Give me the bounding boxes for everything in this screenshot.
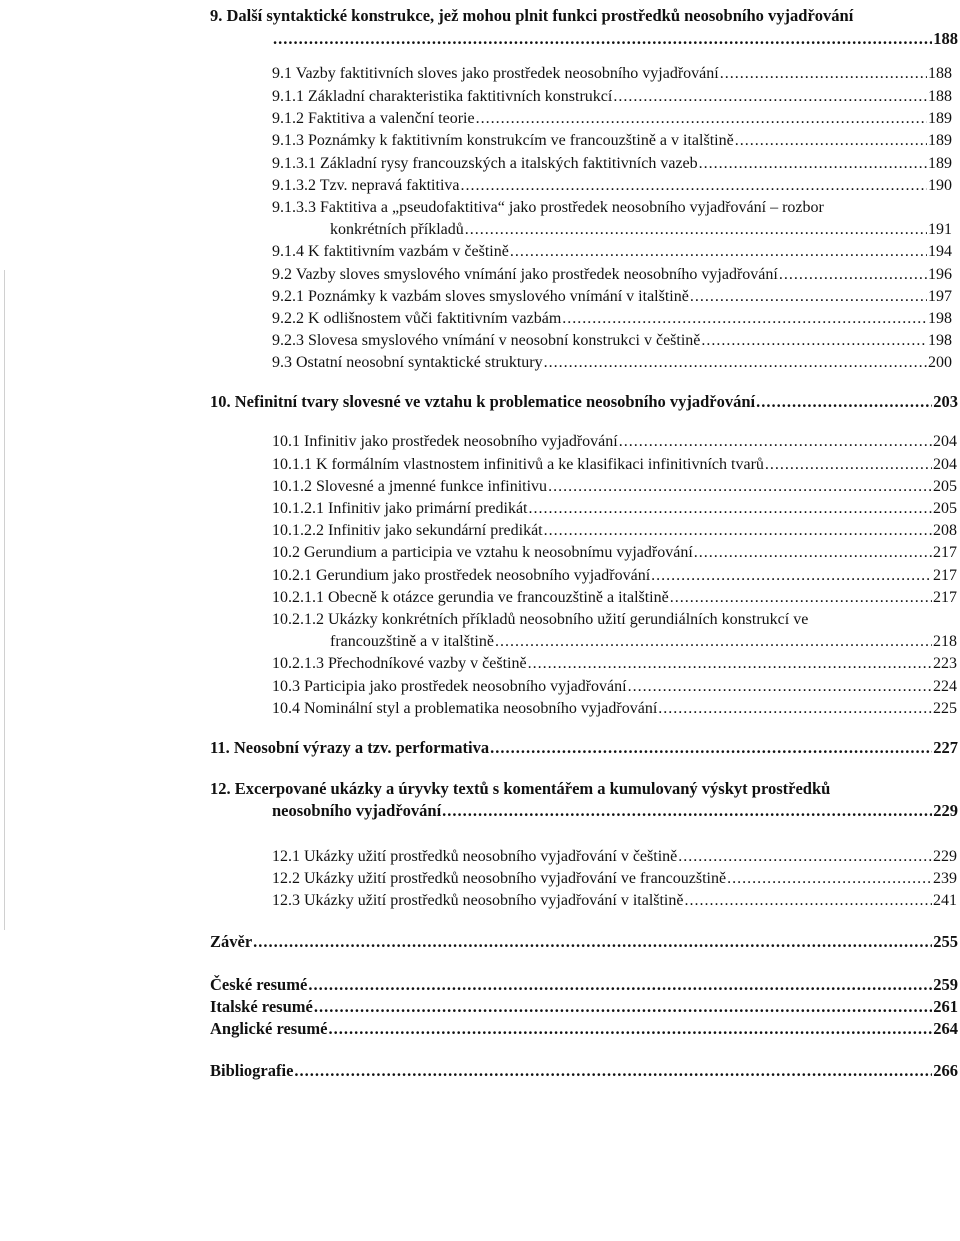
toc-entry-page: 239 bbox=[933, 870, 957, 887]
toc-entry[interactable] bbox=[272, 287, 952, 307]
toc-entry-page: 259 bbox=[933, 975, 958, 994]
toc-entry-title: 9.1.1 Základní charakteristika faktitivních konstrukcí bbox=[272, 88, 613, 105]
toc-entry-title: 10.1.2.2 Infinitiv jako sekundární predikát bbox=[272, 522, 543, 539]
toc-entry-page: 217 bbox=[933, 589, 957, 606]
toc-entry-title: 10.2 Gerundium a participia ve vztahu k neosobnímu vyjadřování bbox=[272, 544, 693, 561]
toc-chapter[interactable] bbox=[210, 975, 958, 995]
toc-entry-title: 9.1 Vazby faktitivních sloves jako prostředek neosobního vyjadřování bbox=[272, 65, 719, 82]
toc-leader bbox=[756, 392, 932, 412]
toc-entry[interactable] bbox=[272, 521, 957, 541]
toc-entry[interactable] bbox=[272, 477, 957, 497]
toc-entry-page: 188 bbox=[933, 29, 958, 48]
toc-leader bbox=[562, 309, 927, 329]
toc-leader bbox=[328, 1019, 932, 1039]
toc-entry-page: 197 bbox=[928, 288, 952, 305]
toc-leader bbox=[490, 738, 932, 758]
toc-entry-page: 189 bbox=[928, 132, 952, 149]
toc-entry-title: 9.1.3.3 Faktitiva a „pseudofaktitiva“ jako prostředek neosobního vyjadřování – rozbor bbox=[272, 199, 824, 216]
toc-entry-page: 204 bbox=[933, 433, 957, 450]
toc-entry-page: 203 bbox=[933, 392, 958, 411]
toc-entry-title: 9.3 Ostatní neosobní syntaktické struktury bbox=[272, 354, 543, 371]
toc-entry[interactable] bbox=[272, 432, 957, 452]
toc-entry-page: 241 bbox=[933, 892, 957, 909]
toc-entry[interactable] bbox=[272, 242, 952, 262]
toc-entry-page: 225 bbox=[933, 700, 957, 717]
toc-leader bbox=[529, 499, 933, 519]
toc-entry[interactable] bbox=[272, 499, 957, 519]
toc-leader bbox=[461, 176, 928, 196]
toc-leader bbox=[253, 932, 932, 952]
toc-entry-page: 189 bbox=[928, 155, 952, 172]
toc-entry-title: Italské resumé bbox=[210, 997, 313, 1016]
toc-entry-page: 255 bbox=[933, 932, 958, 951]
toc-chapter[interactable] bbox=[210, 1061, 958, 1081]
toc-leader bbox=[308, 975, 932, 995]
toc-entry-title: 10.1.2 Slovesné a jmenné funkce infinitivu bbox=[272, 478, 548, 495]
toc-chapter[interactable] bbox=[272, 801, 958, 821]
toc-entry-title: 10.2.1 Gerundium jako prostředek neosobního vyjadřování bbox=[272, 567, 651, 584]
toc-entry-page: 217 bbox=[933, 567, 957, 584]
toc-leader bbox=[670, 588, 932, 608]
toc-entry-title: 10. Nefinitní tvary slovesné ve vztahu k problematice neosobního vyjadřování bbox=[210, 392, 756, 411]
toc-entry-page: 264 bbox=[933, 1019, 958, 1038]
toc-leader bbox=[694, 543, 932, 563]
toc-entry[interactable] bbox=[272, 176, 952, 196]
toc-entry-page: 224 bbox=[933, 678, 957, 695]
toc-entry[interactable] bbox=[272, 654, 957, 674]
toc-leader bbox=[658, 699, 932, 719]
toc-leader bbox=[544, 353, 927, 373]
toc-entry-title: Bibliografie bbox=[210, 1061, 294, 1080]
toc-entry-title: 9.1.3 Poznámky k faktitivním konstrukcím ve francouzštině a v italštině bbox=[272, 132, 734, 149]
toc-entry[interactable] bbox=[330, 632, 957, 652]
toc-chapter-title: 9. Další syntaktické konstrukce, jež mohou plnit funkci prostředků neosobního vyjadřování bbox=[210, 6, 854, 25]
toc-entry-page: 218 bbox=[933, 633, 957, 650]
toc-entry-title: Závěr bbox=[210, 932, 253, 951]
toc-leader bbox=[476, 109, 927, 129]
toc-chapter[interactable] bbox=[210, 997, 958, 1017]
toc-entry-title: 10.3 Participia jako prostředek neosobního vyjadřování bbox=[272, 678, 627, 695]
toc-entry[interactable] bbox=[272, 265, 952, 285]
toc-entry-page: 200 bbox=[928, 354, 952, 371]
toc-entry[interactable] bbox=[272, 154, 952, 174]
toc-chapter[interactable] bbox=[210, 738, 958, 758]
toc-entry[interactable] bbox=[330, 220, 952, 240]
toc-leader bbox=[544, 521, 932, 541]
toc-entry-page: 198 bbox=[928, 332, 952, 349]
toc-entry[interactable] bbox=[272, 869, 957, 889]
toc-entry[interactable] bbox=[272, 891, 957, 911]
toc-entry-title: 12.1 Ukázky užití prostředků neosobního vyjadřování v češtině bbox=[272, 848, 678, 865]
toc-entry-title: 9.2.3 Slovesa smyslového vnímání v neosobní konstrukci v češtině bbox=[272, 332, 701, 349]
toc-entry-title: 9.1.4 K faktitivním vazbám v češtině bbox=[272, 243, 509, 260]
toc-entry[interactable] bbox=[272, 566, 957, 586]
toc-entry-title: francouzštině a v italštině bbox=[330, 633, 494, 650]
toc-entry-page: 205 bbox=[933, 478, 957, 495]
toc-entry[interactable] bbox=[272, 309, 952, 329]
toc-entry-page: 217 bbox=[933, 544, 957, 561]
toc-entry[interactable] bbox=[272, 543, 957, 563]
toc-leader bbox=[442, 801, 932, 821]
toc-entry[interactable] bbox=[272, 109, 952, 129]
toc-entry-title: 10.2.1.3 Přechodníkové vazby v češtině bbox=[272, 655, 527, 672]
toc-entry-title: 10.1.1 K formálním vlastnostem infinitivů a ke klasifikaci infinitivních tvarů bbox=[272, 456, 764, 473]
toc-entry-page: 196 bbox=[928, 266, 952, 283]
toc-entry-page: 227 bbox=[933, 738, 958, 757]
toc-entry-title: 10.1.2.1 Infinitiv jako primární predikát bbox=[272, 500, 528, 517]
toc-leader bbox=[779, 265, 927, 285]
toc-entry-title: 9.2 Vazby sloves smyslového vnímání jako prostředek neosobního vyjadřování bbox=[272, 266, 778, 283]
toc-entry[interactable] bbox=[272, 677, 957, 697]
toc-entry-page: 261 bbox=[933, 997, 958, 1016]
toc-entry-title: 10.2.1.1 Obecně k otázce gerundia ve francouzštině a italštině bbox=[272, 589, 669, 606]
toc-entry-title: Anglické resumé bbox=[210, 1019, 328, 1038]
toc-entry[interactable] bbox=[272, 131, 952, 151]
toc-leader bbox=[548, 477, 932, 497]
toc-entry-page: 229 bbox=[933, 848, 957, 865]
toc-entry-title: 9.1.3.2 Tzv. nepravá faktitiva bbox=[272, 177, 460, 194]
toc-leader bbox=[701, 331, 927, 351]
toc-entry[interactable] bbox=[272, 29, 958, 49]
toc-entry-title: 11. Neosobní výrazy a tzv. performativa bbox=[210, 738, 490, 757]
toc-leader bbox=[273, 29, 932, 49]
scan-margin-line bbox=[4, 270, 5, 930]
toc-entry-title: 12.2 Ukázky užití prostředků neosobního vyjadřování ve francouzštině bbox=[272, 870, 727, 887]
toc-entry-title: 10.2.1.2 Ukázky konkrétních příkladů neosobního užití gerundiálních konstrukcí ve bbox=[272, 611, 809, 628]
toc-leader bbox=[684, 891, 932, 911]
toc-entry-page: 204 bbox=[933, 456, 957, 473]
toc-leader bbox=[720, 64, 927, 84]
toc-entry-page: 194 bbox=[928, 243, 952, 260]
toc-entry-title: konkrétních příkladů bbox=[330, 221, 464, 238]
toc-leader bbox=[613, 87, 927, 107]
toc-entry-title: 9.1.2 Faktitiva a valenční teorie bbox=[272, 110, 475, 127]
toc-leader bbox=[651, 566, 932, 586]
toc-entry[interactable] bbox=[272, 455, 957, 475]
toc-entry-page: 266 bbox=[933, 1061, 958, 1080]
toc-entry[interactable] bbox=[272, 847, 957, 867]
toc-chapter[interactable] bbox=[210, 1019, 958, 1039]
toc-entry-page: 198 bbox=[928, 310, 952, 327]
toc-entry[interactable] bbox=[272, 353, 952, 373]
toc-entry-page: 223 bbox=[933, 655, 957, 672]
toc-leader bbox=[619, 432, 932, 452]
toc-leader bbox=[528, 654, 932, 674]
toc-entry-page: 191 bbox=[928, 221, 952, 238]
toc-leader bbox=[294, 1061, 932, 1081]
toc-leader bbox=[495, 632, 932, 652]
toc-chapter[interactable] bbox=[210, 932, 958, 952]
toc-leader bbox=[765, 455, 932, 475]
toc-entry[interactable] bbox=[272, 331, 952, 351]
toc-entry-page: 208 bbox=[933, 522, 957, 539]
toc-entry[interactable] bbox=[272, 87, 952, 107]
toc-leader bbox=[735, 131, 927, 151]
toc-entry-title: 10.4 Nominální styl a problematika neosobního vyjadřování bbox=[272, 700, 658, 717]
toc-entry[interactable] bbox=[272, 699, 957, 719]
toc-leader bbox=[465, 220, 927, 240]
toc-entry-title: neosobního vyjadřování bbox=[272, 801, 442, 820]
toc-chapter[interactable] bbox=[210, 392, 958, 412]
toc-entry-page: 190 bbox=[928, 177, 952, 194]
toc-entry-title: 9.1.3.1 Základní rysy francouzských a italských faktitivních vazeb bbox=[272, 155, 698, 172]
toc-leader bbox=[690, 287, 927, 307]
toc-entry-page: 205 bbox=[933, 500, 957, 517]
toc-entry[interactable] bbox=[272, 64, 952, 84]
toc-chapter-title: 12. Excerpované ukázky a úryvky textů s komentářem a kumulovaný výskyt prostředků bbox=[210, 779, 831, 798]
toc-entry-title: 9.2.1 Poznámky k vazbám sloves smyslového vnímání v italštině bbox=[272, 288, 689, 305]
toc-entry[interactable] bbox=[272, 588, 957, 608]
toc-entry-page: 229 bbox=[933, 801, 958, 820]
toc-leader bbox=[727, 869, 932, 889]
toc-leader bbox=[510, 242, 927, 262]
toc-entry-page: 188 bbox=[928, 65, 952, 82]
toc-leader bbox=[678, 847, 932, 867]
toc-entry-title: 9.2.2 K odlišnostem vůči faktitivním vazbám bbox=[272, 310, 562, 327]
toc-entry-page: 188 bbox=[928, 88, 952, 105]
toc-entry-title: České resumé bbox=[210, 975, 308, 994]
toc-entry-title: 12.3 Ukázky užití prostředků neosobního vyjadřování v italštině bbox=[272, 892, 684, 909]
toc-entry-page: 189 bbox=[928, 110, 952, 127]
toc-leader bbox=[314, 997, 932, 1017]
toc-entry-title: 10.1 Infinitiv jako prostředek neosobního vyjadřování bbox=[272, 433, 618, 450]
toc-leader bbox=[628, 677, 932, 697]
toc-leader bbox=[699, 154, 927, 174]
